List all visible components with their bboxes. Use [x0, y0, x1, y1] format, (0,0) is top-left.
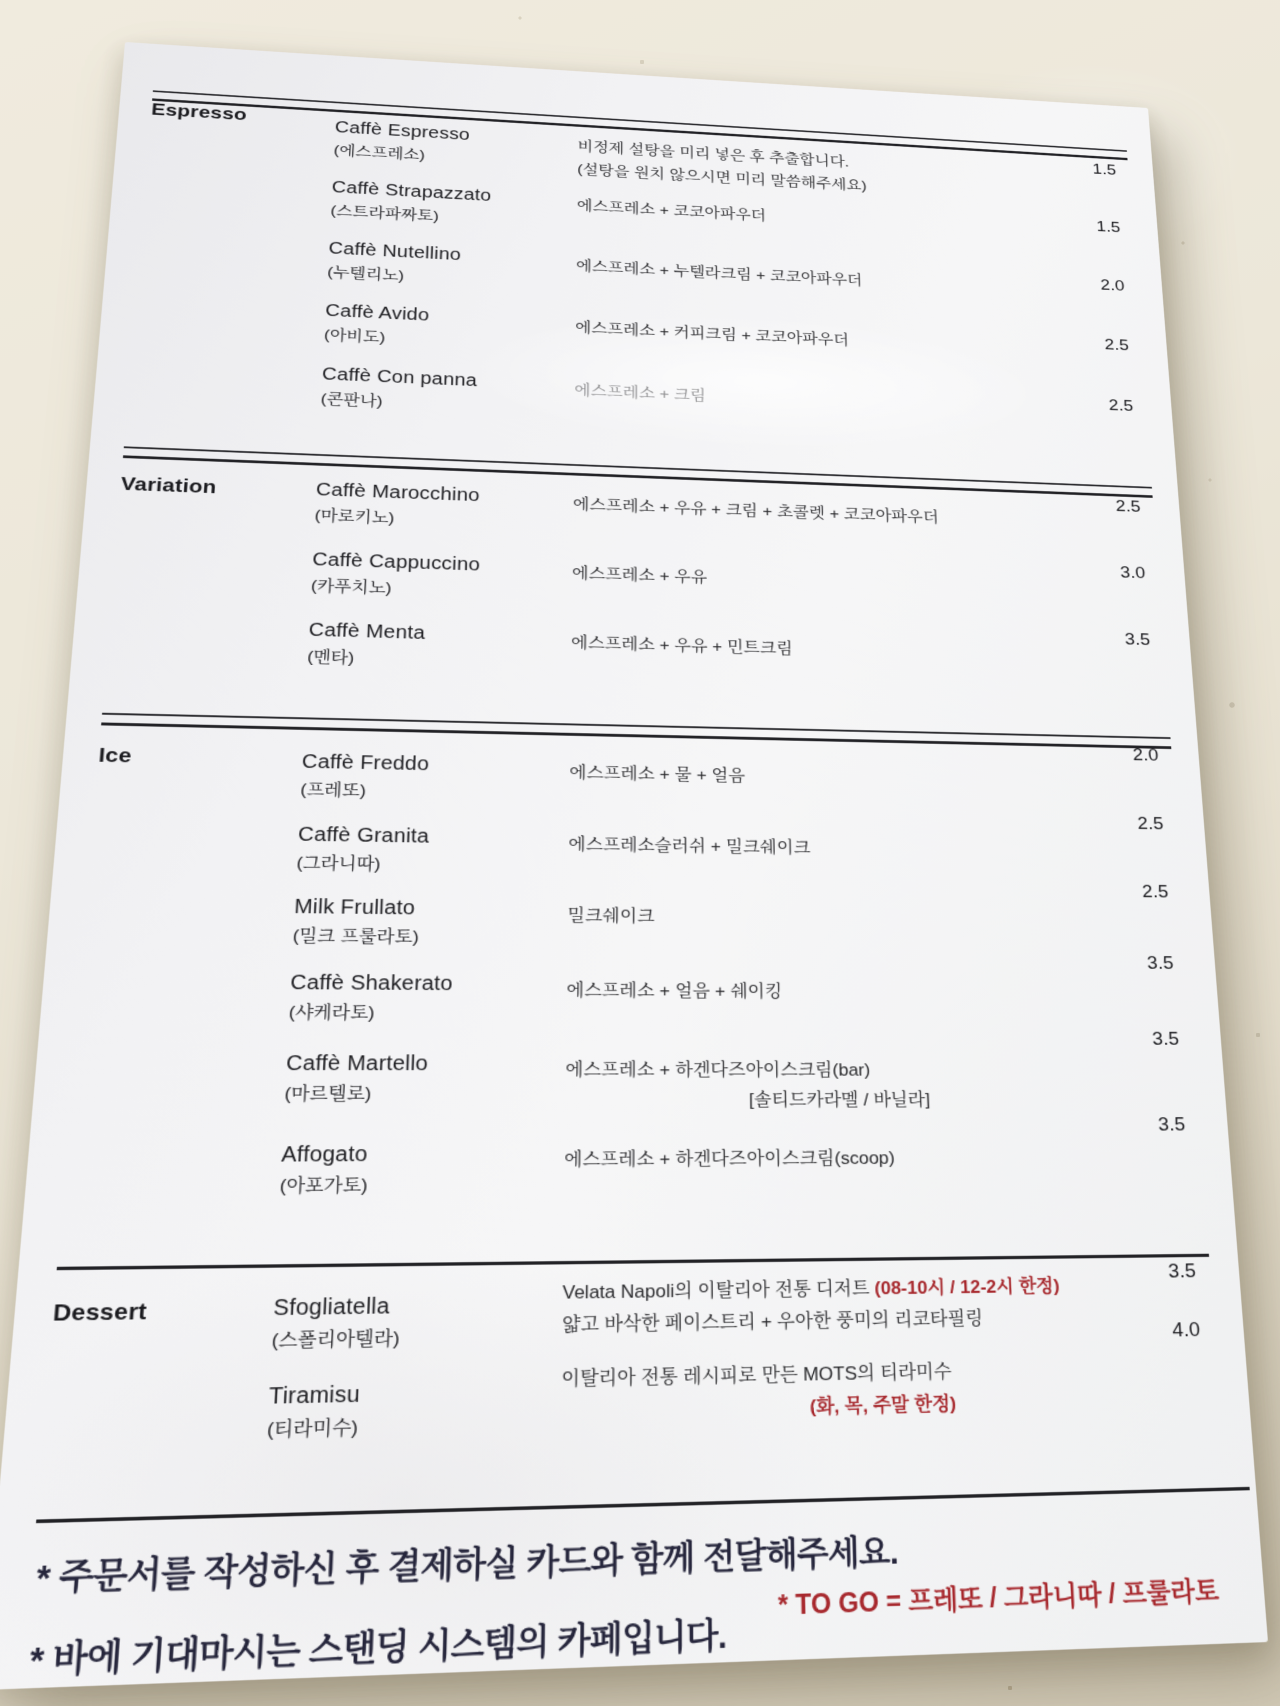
- item-price: 1.5: [1096, 218, 1121, 237]
- item-price: 1.5: [1092, 161, 1117, 179]
- item-subname-korean: (그라니따): [296, 853, 381, 874]
- description-line: [571, 629, 1126, 671]
- item-name: Milk Frullato: [293, 895, 416, 920]
- item-subname-korean: (멘타): [306, 647, 355, 668]
- footer-note-togo: * TO GO = 프레또 / 그라니따 / 프룰라토: [777, 1575, 1220, 1621]
- item-description: [562, 1269, 1171, 1341]
- item-price: 2.5: [1104, 336, 1130, 355]
- description-text: 에스프레소 + 우유 + 민트크림: [570, 633, 793, 658]
- item-description: [573, 491, 1117, 536]
- description-text: 에스프레소 + 우유: [571, 564, 708, 587]
- item-name: Caffè Cappuccino: [311, 549, 481, 576]
- description-line: [568, 830, 1139, 867]
- item-description: [576, 254, 1101, 305]
- section-label: Ice: [97, 743, 133, 768]
- footer-note-standing: * 바에 기대마시는 스탠딩 시스템의 카페입니다.: [28, 1617, 727, 1682]
- item-name: Affogato: [280, 1142, 368, 1167]
- item-description: [574, 378, 1109, 426]
- limited-time-note: (08-10시 / 12-2시 한정): [874, 1275, 1061, 1299]
- item-price: 2.0: [1100, 276, 1126, 295]
- item-subname-korean: (에스프레소): [333, 142, 426, 164]
- item-price: 2.5: [1115, 497, 1142, 517]
- item-name: Caffè Martello: [285, 1052, 429, 1076]
- item-name: Caffè Menta: [308, 619, 426, 644]
- item-description: [572, 560, 1121, 604]
- footer-divider: [36, 1487, 1250, 1523]
- item-subname-korean: (스트라파짜토): [330, 202, 440, 225]
- item-description: [566, 975, 1148, 1007]
- item-subname-korean: (스폴리아텔라): [271, 1327, 400, 1352]
- item-subname-korean: (샤케라토): [288, 1002, 376, 1023]
- item-price: 3.5: [1151, 1028, 1180, 1050]
- description-text: 에스프레소 + 물 + 얼음: [569, 763, 746, 785]
- item-description: [575, 315, 1105, 364]
- item-subname-korean: (프레또): [299, 780, 367, 801]
- item-subname-korean: (밀크 프룰라토): [292, 926, 420, 947]
- description-text: 밀크쉐이크: [567, 906, 655, 926]
- description-text: Velata Napoli의 이탈리아 전통 디저트: [562, 1278, 875, 1304]
- item-price: 3.0: [1119, 563, 1146, 583]
- item-price: 2.5: [1136, 813, 1165, 835]
- limited-time-note: (화, 목, 주말 한정): [809, 1393, 957, 1418]
- description-line: [575, 315, 1105, 364]
- description-text: 에스프레소 + 하겐다즈아이스크림(scoop): [564, 1148, 896, 1170]
- description-text: 에스프레소 + 얼음 + 쉐이킹: [566, 980, 783, 1002]
- item-description: [568, 830, 1139, 867]
- item-subname-korean: (아비도): [323, 326, 386, 346]
- section-divider: [123, 446, 1153, 498]
- description-line: [565, 1055, 1154, 1085]
- menu-section-espresso: [125, 42, 1148, 416]
- footer-note-order: * 주문서를 작성하신 후 결제하실 카드와 함께 전달해주세요.: [34, 1534, 899, 1600]
- item-name: Caffè Avido: [324, 301, 430, 325]
- description-line: [576, 254, 1101, 305]
- item-price: 2.5: [1108, 396, 1134, 416]
- item-subname-korean: (아포가토): [279, 1175, 369, 1197]
- description-line: [566, 975, 1148, 1007]
- item-subname-korean: (마로키노): [314, 506, 395, 527]
- item-price: 2.0: [1132, 745, 1160, 766]
- item-name: Caffè Freddo: [301, 751, 430, 776]
- section-divider: [101, 713, 1171, 749]
- item-name: Caffè Marocchino: [315, 479, 480, 506]
- item-name: Caffè Espresso: [334, 118, 471, 145]
- item-description: [569, 759, 1134, 797]
- item-description: [564, 1142, 1160, 1175]
- description-line: [569, 759, 1134, 797]
- description-line: [574, 378, 1109, 426]
- section-label: Variation: [119, 473, 218, 498]
- description-text: 에스프레소슬러쉬 + 밀크쉐이크: [568, 834, 811, 858]
- item-subname-korean: (마르텔로): [284, 1083, 372, 1105]
- item-name: Caffè Shakerato: [289, 971, 454, 996]
- description-text: 에스프레소 + 커피크림 + 코코아파우더: [575, 319, 850, 349]
- section-divider: [57, 1254, 1209, 1271]
- description-text: 에스프레소 + 하겐다즈아이스크림(bar): [565, 1059, 871, 1080]
- item-name: Tiramisu: [268, 1382, 361, 1410]
- item-price: 3.5: [1157, 1114, 1186, 1136]
- description-text: 이탈리아 전통 레시피로 만든 MOTS의 티라미수: [561, 1361, 952, 1390]
- description-line: [565, 1085, 1156, 1116]
- item-price: 3.5: [1146, 953, 1175, 974]
- item-name: Caffè Con panna: [321, 364, 478, 391]
- item-description: [571, 629, 1126, 671]
- item-subname-korean: (카푸치노): [310, 577, 392, 598]
- description-line: [564, 1142, 1160, 1175]
- item-name: Caffè Nutellino: [328, 239, 462, 265]
- description-line: [573, 491, 1117, 536]
- description-text: 얇고 바삭한 페이스트리 + 우아한 풍미의 리코타필링: [561, 1308, 984, 1336]
- section-label: Dessert: [52, 1298, 148, 1327]
- item-name: Caffè Granita: [297, 823, 430, 848]
- item-price: 3.5: [1124, 630, 1151, 650]
- description-text: 에스프레소 + 우유 + 크림 + 초콜렛 + 코코아파우더: [572, 495, 939, 526]
- section-label: Espresso: [150, 99, 248, 125]
- description-line: [567, 901, 1143, 936]
- item-subname-korean: (티라미수): [266, 1416, 359, 1442]
- item-price: 3.5: [1167, 1260, 1197, 1283]
- item-price: 4.0: [1171, 1318, 1201, 1342]
- description-line: [572, 560, 1121, 604]
- menu-paper: [0, 42, 1268, 1690]
- menu-content: [0, 42, 1268, 1690]
- description-text: [솔티드카라멜 / 바닐라]: [748, 1089, 931, 1110]
- description-text: 에스프레소 + 코코아파우더: [576, 197, 767, 224]
- item-price: 2.5: [1141, 881, 1169, 903]
- description-text: 에스프레소 + 누텔라크림 + 코코아파우더: [575, 257, 863, 289]
- description-text: 비정제 설탕을 미리 넣은 후 추출합니다.: [577, 138, 850, 170]
- item-description: [565, 1055, 1156, 1116]
- item-description: [561, 1352, 1177, 1429]
- item-name: Sfogliatella: [272, 1294, 391, 1321]
- description-text: 에스프레소 + 크림: [574, 381, 706, 404]
- item-description: [567, 901, 1143, 936]
- item-subname-korean: (누텔리노): [326, 264, 405, 284]
- menu-sections: [52, 42, 1201, 1442]
- description-text: (설탕을 원치 않으시면 미리 말씀해주세요): [577, 161, 867, 194]
- item-name: Caffè Strapazzato: [331, 178, 492, 206]
- item-subname-korean: (콘판나): [320, 390, 383, 410]
